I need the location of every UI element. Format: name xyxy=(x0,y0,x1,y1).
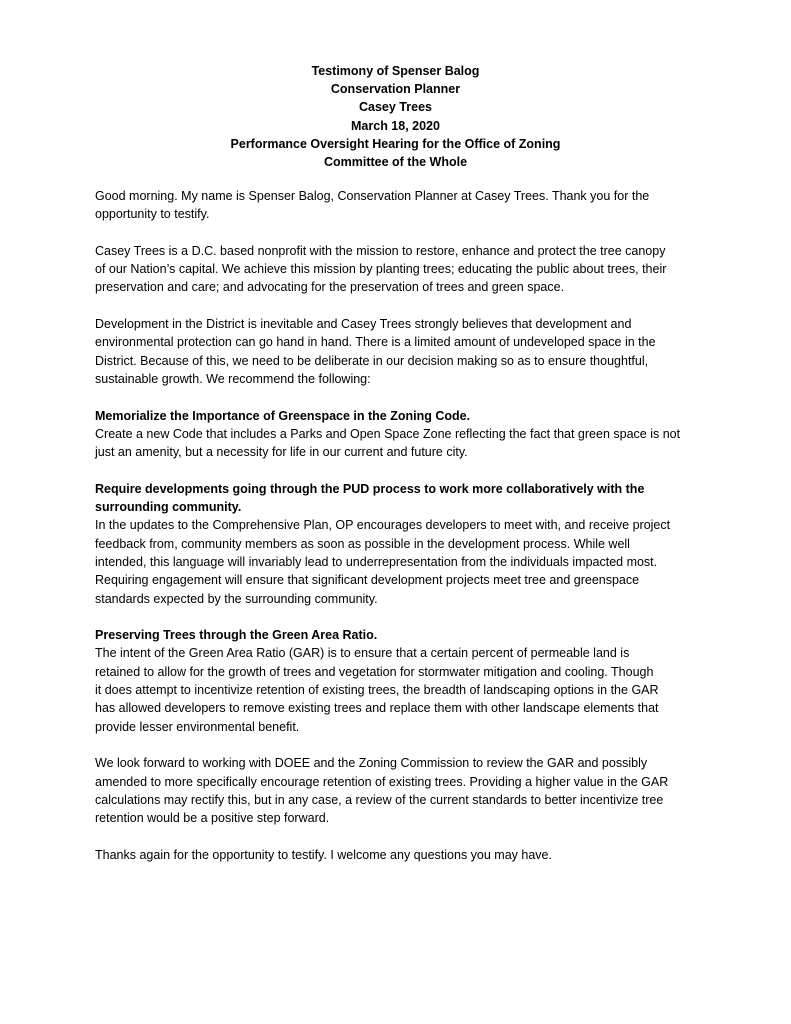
paragraph-line: opportunity to testify. xyxy=(95,207,210,222)
paragraph-line: amended to more specifically encourage retention of existing trees. Providing a higher value in the GAR xyxy=(95,774,669,789)
header-speaker-role: Conservation Planner xyxy=(330,82,461,97)
paragraph-line: In the updates to the Comprehensive Plan, OP encourages developers to meet with, and receive project xyxy=(95,518,671,533)
paragraph-line: intended, this language will invariably lead to underrepresentation from the individuals impacted most. xyxy=(95,554,658,569)
paragraph-line: Good morning. My name is Spenser Balog, Conservation Planner at Casey Trees. Thank you for the xyxy=(95,189,650,203)
paragraph-line: District. Because of this, we need to be deliberate in our decision making so as to ensure thoughtful, xyxy=(95,353,649,368)
section-heading: Memorialize the Importance of Greenspace in the Zoning Code. xyxy=(95,408,471,423)
paragraph-line: retention would be a positive step forward. xyxy=(95,811,330,826)
testimony-header xyxy=(0,62,791,171)
paragraph-line: has allowed developers to remove existing trees and replace them with other landscape elements that xyxy=(95,701,659,716)
paragraph-closing xyxy=(95,846,699,864)
paragraph-development xyxy=(95,315,699,388)
section-pud-process xyxy=(95,480,699,608)
paragraph-line: Requiring engagement will ensure that significant development projects meet tree and greenspace xyxy=(95,573,640,588)
header-hearing: Performance Oversight Hearing for the Office of Zoning xyxy=(230,136,561,151)
header-organization: Casey Trees xyxy=(359,100,432,115)
paragraph-line: feedback from, community members as soon as possible in the development process. While well xyxy=(95,536,630,551)
paragraph-line: retained to allow for the growth of trees and vegetation for stormwater mitigation and cooling. Though xyxy=(95,664,654,679)
paragraph-line: Development in the District is inevitable and Casey Trees strongly believes that development and xyxy=(95,317,632,332)
header-title: Testimony of Spenser Balog xyxy=(311,64,480,78)
paragraph-line: Create a new Code that includes a Parks and Open Space Zone reflecting the fact that green space is not xyxy=(95,426,681,441)
paragraph-line: environmental protection can go hand in hand. There is a limited amount of undeveloped space in the xyxy=(95,335,656,350)
paragraph-line: The intent of the Green Area Ratio (GAR) is to ensure that a certain percent of permeable land is xyxy=(95,646,630,661)
paragraph-forward xyxy=(95,754,699,827)
header-committee: Committee of the Whole xyxy=(323,155,468,170)
testimony-body xyxy=(95,187,699,882)
paragraph-mission xyxy=(95,242,699,297)
section-green-area-ratio xyxy=(95,626,699,736)
paragraph-line: it does attempt to incentivize retention of existing trees, the breadth of landscaping options in the GAR xyxy=(95,683,659,698)
paragraph-greeting xyxy=(95,187,699,224)
section-heading: Require developments going through the PUD process to work more collaboratively with the xyxy=(95,481,645,496)
paragraph-line: We look forward to working with DOEE and the Zoning Commission to review the GAR and possibly xyxy=(95,756,648,771)
paragraph-line: provide lesser environmental benefit. xyxy=(95,719,300,734)
header-date: March 18, 2020 xyxy=(351,118,440,133)
paragraph-line: preservation and care; and advocating for the preservation of trees and green space. xyxy=(95,280,565,295)
section-heading: Preserving Trees through the Green Area Ratio. xyxy=(95,628,378,643)
paragraph-line: Casey Trees is a D.C. based nonprofit with the mission to restore, enhance and protect the tree canopy xyxy=(95,243,666,258)
section-heading: surrounding community. xyxy=(95,500,242,515)
paragraph-line: of our Nation’s capital. We achieve this mission by planting trees; educating the public about trees, their xyxy=(95,262,667,277)
paragraph-line: sustainable growth. We recommend the following: xyxy=(95,371,371,386)
paragraph-line: calculations may rectify this, but in any case, a review of the current standards to better incentivize tree xyxy=(95,792,664,807)
paragraph-line: standards expected by the surrounding community. xyxy=(95,591,378,606)
paragraph-line: Thanks again for the opportunity to testify. I welcome any questions you may have. xyxy=(95,847,552,862)
section-greenspace xyxy=(95,407,699,462)
paragraph-line: just an amenity, but a necessity for life in our current and future city. xyxy=(95,445,468,460)
